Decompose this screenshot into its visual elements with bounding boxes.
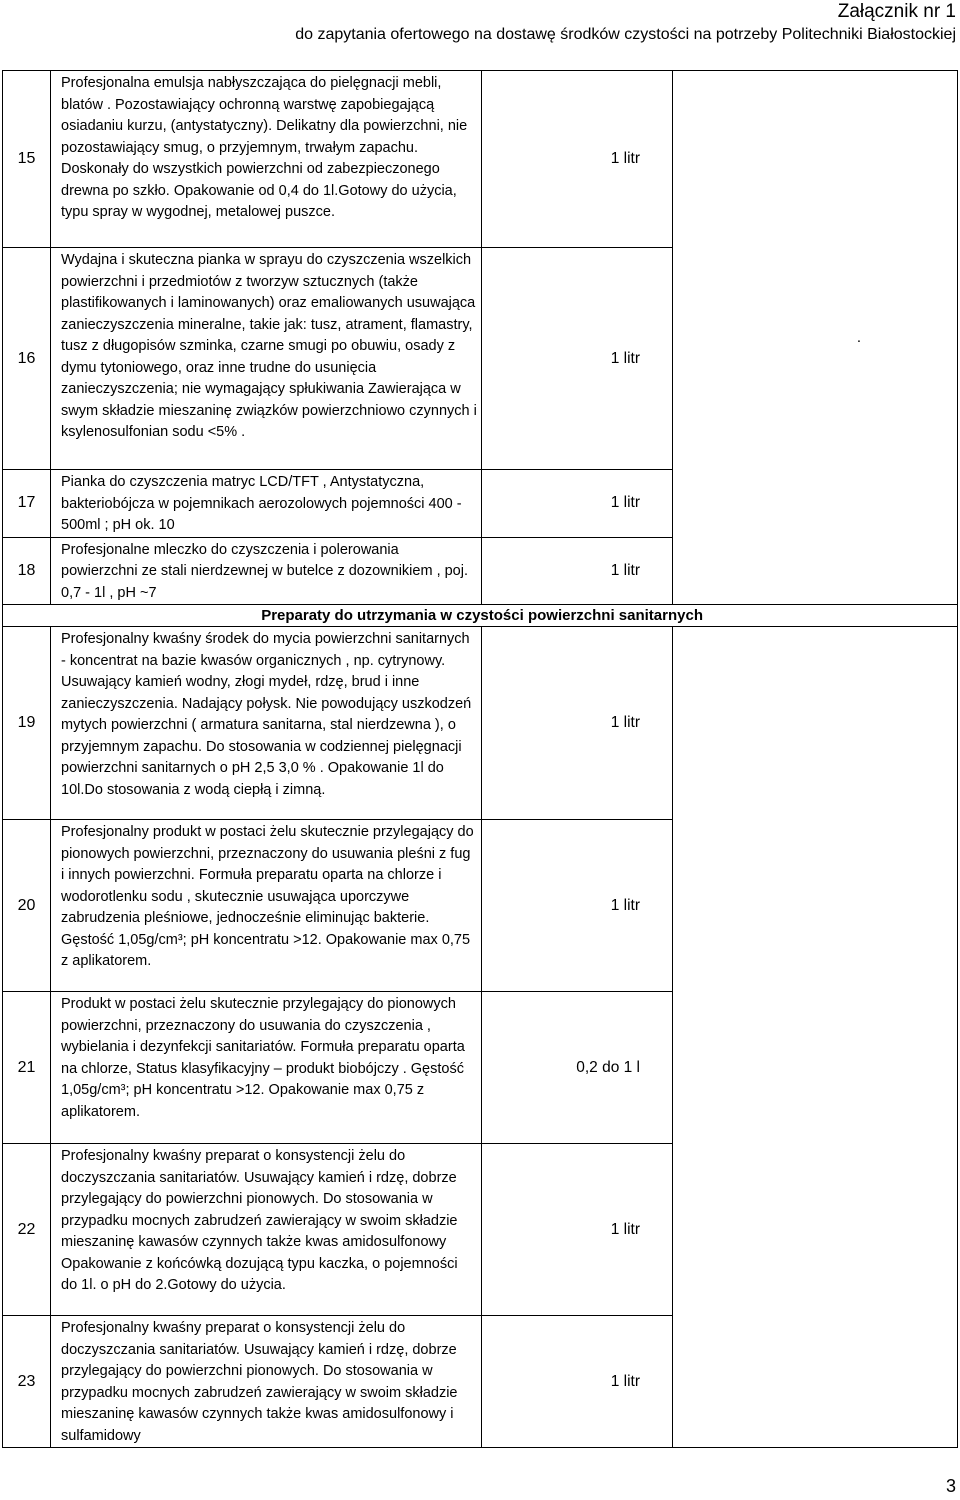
row-quantity-cell	[482, 248, 673, 470]
row-number: 16	[3, 248, 51, 470]
row-quantity-cell	[482, 1316, 673, 1448]
row-quantity: 1 litr	[610, 1220, 640, 1238]
section-row	[3, 605, 958, 627]
row-number: 20	[3, 820, 51, 992]
row-description: Wydajna i skuteczna pianka w sprayu do czyszczenia wszelkich powierzchni i przedmiotów z tworzyw sztucznych (także plastifikowanych i laminowanych) oraz emaliowanych usuwająca zanieczyszczenia mineralne, takie jak: tusz, atrament, flamastry, tusz z długopisów szminka, czarne smugi po obuwiu, osady z dymu tytoniowego, oraz inne trudne do usunięcia zanieczyszczenia; nie wymagający spłukiwania Zawierająca w swym składzie mieszaninę związków powierzchniowo czynnych i ksylenosulfonian sodu <5% .	[51, 248, 482, 470]
page-number: 3	[945, 1476, 956, 1496]
row-number: 23	[3, 1316, 51, 1448]
row-description: Produkt w postaci żelu skutecznie przylegający do pionowych powierzchni, przeznaczony do usuwania do czyszczenia , wybielania i dezynfekcji sanitariatów. Formuła preparatu oparta na chlorze, Status klasyfikacyjny – produkt biobójczy . Gęstość 1,05g/cm³; pH koncentratu >12. Opakowanie max 0,75 z aplikatorem.	[51, 992, 482, 1144]
row-number: 18	[3, 537, 51, 605]
row-quantity: 1 litr	[610, 1372, 640, 1390]
section-title: Preparaty do utrzymania w czystości powierzchni sanitarnych	[3, 605, 958, 627]
row-quantity-cell	[482, 992, 673, 1144]
row-quantity: 1 litr	[610, 714, 640, 731]
row-description: Profesjonalny produkt w postaci żelu skutecznie przylegający do pionowych powierzchni, przeznaczony do usuwania pleśni z fug i innych powierzchni. Formuła preparatu oparta na chlorze i wodorotlenku sodu , skutecznie usuwająca uporczywe zabrudzenia pleśniowe, jednocześnie eliminując bakterie. Gęstość 1,05g/cm³; pH koncentratu >12. Opakowanie max 0,75 z aplikatorem.	[51, 820, 482, 992]
row-quantity: 1 litr	[610, 150, 640, 167]
row-number: 17	[3, 470, 51, 538]
row-description: Profesjonalna emulsja nabłyszczająca do pielęgnacji mebli, blatów . Pozostawiający ochronną warstwę zapobiegającą osiadaniu kurzu, (antystatyczny). Delikatny dla powierzchni, nie pozostawiający smug, o przyjemnym, trwałym zapachu. Doskonały do wszystkich powierzchni od zabezpieczonego drewna po szkło. Opakowanie od 0,4 do 1l.Gotowy do użycia, typu spray w wygodnej, metalowej puszce.	[51, 71, 482, 248]
row-number: 19	[3, 627, 51, 820]
row-quantity: 1 litr	[610, 349, 640, 367]
row-description: Profesjonalny kwaśny preparat o konsystencji żelu do doczyszczania sanitariatów. Usuwający kamień i rdzę, dobrze przylegający do powierzchni pionowych. Do stosowania w przypadku mocnych zabrudzeń zawierający w swoim składzie mieszaninę kawasów czynnych także kwas amidosulfonowy i sulfamidowy	[51, 1316, 482, 1448]
row-quantity: 1 litr	[610, 896, 640, 914]
row-quantity-cell	[482, 71, 673, 248]
row-quantity-cell	[482, 820, 673, 992]
row-quantity: 1 litr	[610, 561, 640, 579]
row-number: 21	[3, 992, 51, 1144]
row-quantity: 0,2 do 1 l	[576, 1058, 640, 1076]
products-table	[2, 70, 958, 1448]
table-row	[3, 71, 958, 248]
row-quantity: 1 litr	[610, 494, 640, 512]
extra-column-cell	[673, 627, 958, 1448]
table-row	[3, 627, 958, 820]
extra-column-cell	[673, 71, 958, 605]
attachment-subtitle: do zapytania ofertowego na dostawę środków czystości na potrzeby Politechniki Białostockiej	[295, 26, 956, 43]
row-quantity-cell	[482, 470, 673, 538]
row-quantity-cell	[482, 627, 673, 820]
row-number: 15	[3, 71, 51, 248]
extra-mark: .	[856, 329, 861, 346]
row-description: Profesjonalny kwaśny środek do mycia powierzchni sanitarnych - koncentrat na bazie kwasów organicznych , np. cytrynowy. Usuwający kamień wodny, złogi mydeł, rdzę, brud i inne zanieczyszczenia. Nadający połysk. Nie powodujący uszkodzeń mytych powierzchni ( armatura sanitarna, stal nierdzewna ), o przyjemnym zapachu. Do stosowania w codziennej pielęgnacji powierzchni sanitarnych o pH 2,5 3,0 % . Opakowanie 1l do 10l.Do stosowania z wodą ciepłą i zimną.	[51, 627, 482, 820]
row-description: Profesjonalny kwaśny preparat o konsystencji żelu do doczyszczania sanitariatów. Usuwający kamień i rdzę, dobrze przylegający do powierzchni pionowych. Do stosowania w przypadku mocnych zabrudzeń zawierający w swoim składzie mieszaninę kawasów czynnych także kwas amidosulfonowy Opakowanie z końcówką dozującą typu kaczka, o pojemności do 1l. o pH do 2.Gotowy do użycia.	[51, 1144, 482, 1316]
row-number: 22	[3, 1144, 51, 1316]
row-quantity-cell	[482, 1144, 673, 1316]
row-description: Pianka do czyszczenia matryc LCD/TFT , Antystatyczna, bakteriobójcza w pojemnikach aerozolowych pojemności 400 - 500ml ; pH ok. 10	[51, 470, 482, 538]
attachment-title: Załącznik nr 1	[837, 1, 956, 22]
row-description: Profesjonalne mleczko do czyszczenia i polerowania powierzchni ze stali nierdzewnej w butelce z dozownikiem , poj. 0,7 - 1l , pH ~7	[51, 537, 482, 605]
row-quantity-cell	[482, 537, 673, 605]
